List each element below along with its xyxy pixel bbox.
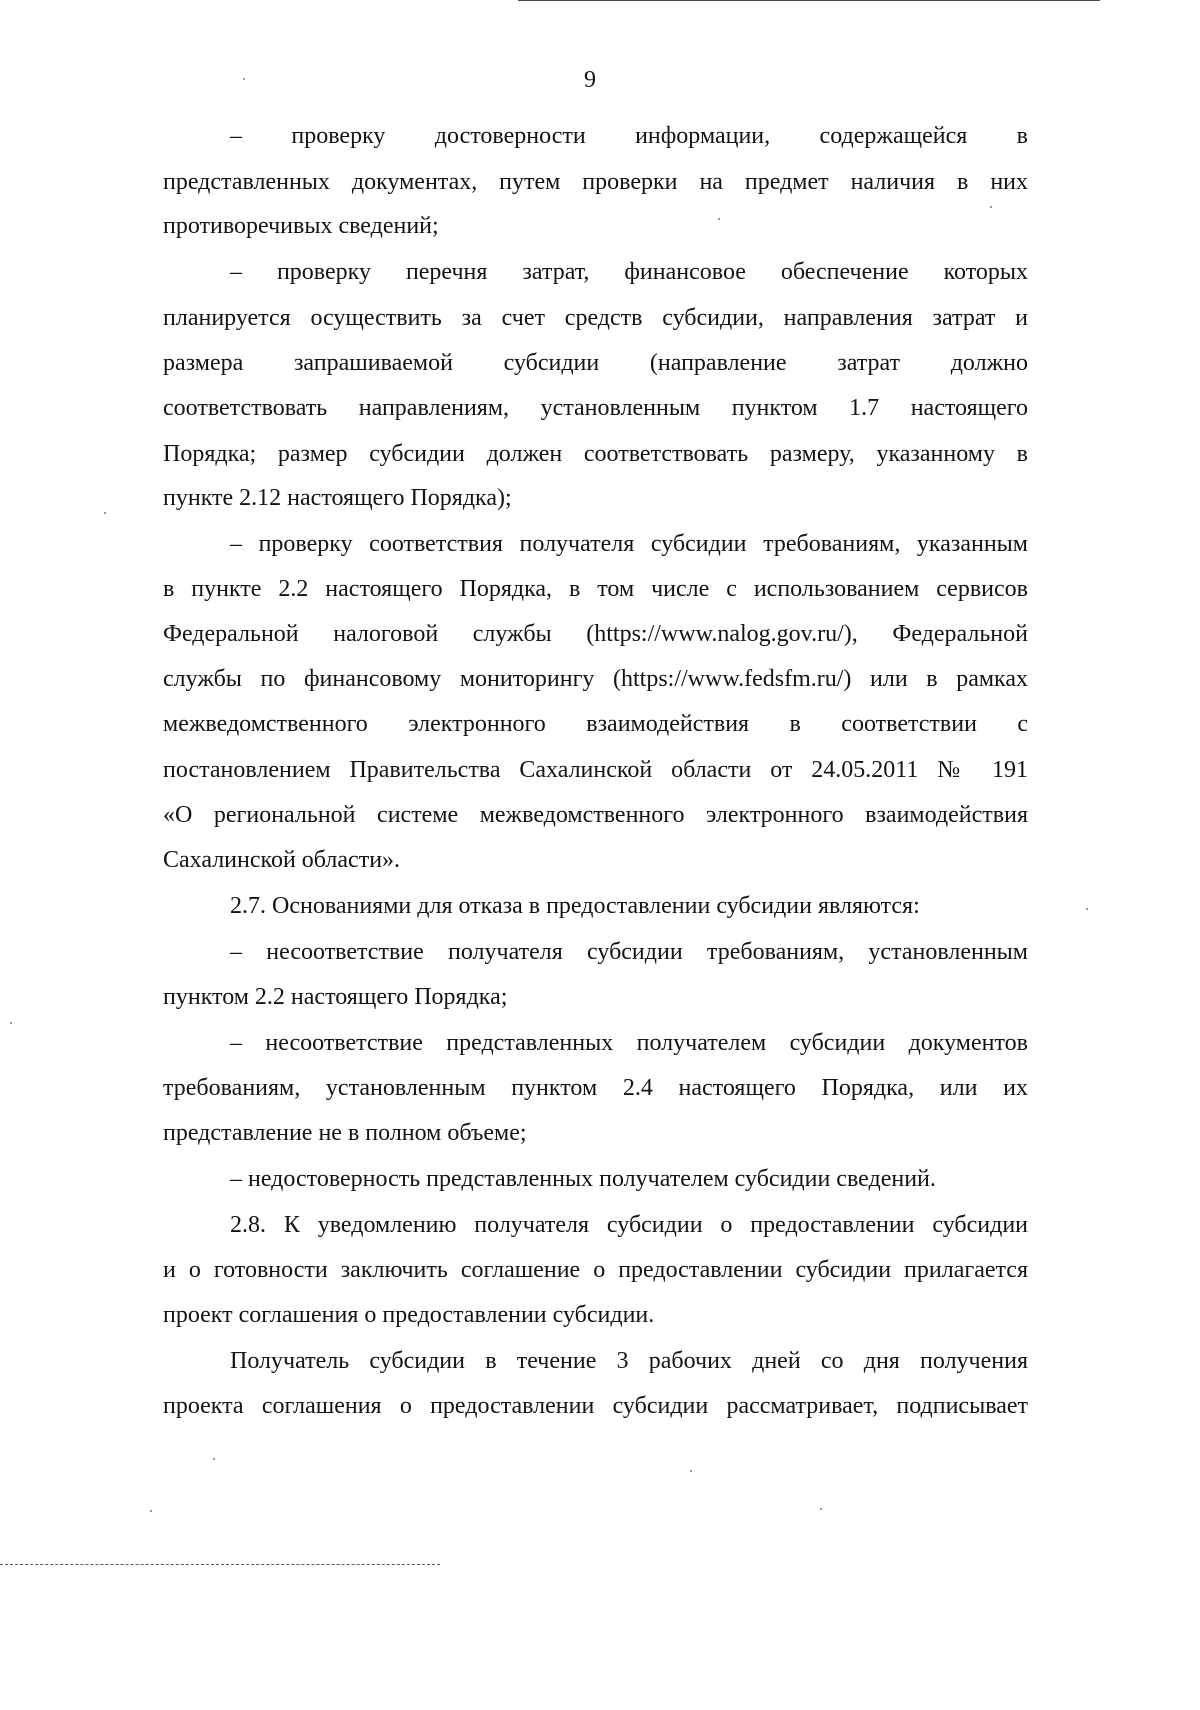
text-line: 2.8. К уведомлению получателя субсидии о предоставлении субсидии bbox=[230, 1212, 1028, 1238]
text-line: – проверку достоверности информации, содержащейся в bbox=[230, 123, 1028, 149]
text-line: в пункте 2.2 настоящего Порядка, в том числе с использованием сервисов bbox=[163, 576, 1028, 602]
text-line: Сахалинской области». bbox=[163, 847, 401, 873]
text-line: проекта соглашения о предоставлении субсидии рассматривает, подписывает bbox=[163, 1393, 1028, 1419]
scan-speck bbox=[690, 1470, 692, 1472]
text-line: – проверку перечня затрат, финансовое обеспечение которых bbox=[230, 259, 1028, 285]
text-line: Федеральной налоговой службы (https://www.nalog.gov.ru/), Федеральной bbox=[163, 621, 1028, 647]
text-line: противоречивых сведений; bbox=[163, 213, 439, 239]
text-line: межведомственного электронного взаимодействия в соответствии с bbox=[163, 711, 1028, 737]
text-line: – несоответствие получателя субсидии требованиям, установленным bbox=[230, 939, 1028, 965]
top-edge-rule bbox=[518, 0, 1100, 1]
scan-speck bbox=[820, 1508, 822, 1510]
scan-speck bbox=[243, 78, 245, 80]
text-line: постановлением Правительства Сахалинской области от 24.05.2011 № 191 bbox=[163, 757, 1028, 783]
text-line: службы по финансовому мониторингу (https://www.fedsfm.ru/) или в рамках bbox=[163, 666, 1028, 692]
text-line: и о готовности заключить соглашение о предоставлении субсидии прилагается bbox=[163, 1257, 1028, 1283]
text-line: Порядка; размер субсидии должен соответствовать размеру, указанному в bbox=[163, 441, 1028, 467]
text-line: представленных документах, путем проверки на предмет наличия в них bbox=[163, 169, 1028, 195]
scan-speck bbox=[1086, 908, 1088, 910]
text-line: – проверку соответствия получателя субсидии требованиям, указанным bbox=[230, 531, 1028, 557]
text-line: – несоответствие представленных получателем субсидии документов bbox=[230, 1030, 1028, 1056]
text-line: – недостоверность представленных получателем субсидии сведений. bbox=[230, 1166, 936, 1192]
text-line: представление не в полном объеме; bbox=[163, 1120, 527, 1146]
scan-speck bbox=[104, 512, 106, 514]
bottom-edge-rule bbox=[0, 1564, 440, 1565]
text-line: проект соглашения о предоставлении субсидии. bbox=[163, 1302, 655, 1328]
text-line: соответствовать направлениям, установленным пунктом 1.7 настоящего bbox=[163, 395, 1028, 421]
text-line: размера запрашиваемой субсидии (направление затрат должно bbox=[163, 350, 1028, 376]
scan-speck bbox=[10, 1022, 12, 1024]
scan-speck bbox=[990, 206, 992, 208]
text-line: 2.7. Основаниями для отказа в предоставлении субсидии являются: bbox=[230, 893, 920, 919]
text-line: «О региональной системе межведомственного электронного взаимодействия bbox=[163, 802, 1028, 828]
text-line: Получатель субсидии в течение 3 рабочих дней со дня получения bbox=[230, 1348, 1028, 1374]
text-line: пунктом 2.2 настоящего Порядка; bbox=[163, 984, 508, 1010]
text-line: планируется осуществить за счет средств субсидии, направления затрат и bbox=[163, 305, 1028, 331]
text-line: требованиям, установленным пунктом 2.4 настоящего Порядка, или их bbox=[163, 1075, 1028, 1101]
text-line: пункте 2.12 настоящего Порядка); bbox=[163, 485, 512, 511]
page-number: 9 bbox=[584, 67, 596, 93]
scan-speck bbox=[213, 1458, 215, 1460]
scan-speck bbox=[718, 218, 720, 220]
scan-speck bbox=[150, 1510, 152, 1512]
